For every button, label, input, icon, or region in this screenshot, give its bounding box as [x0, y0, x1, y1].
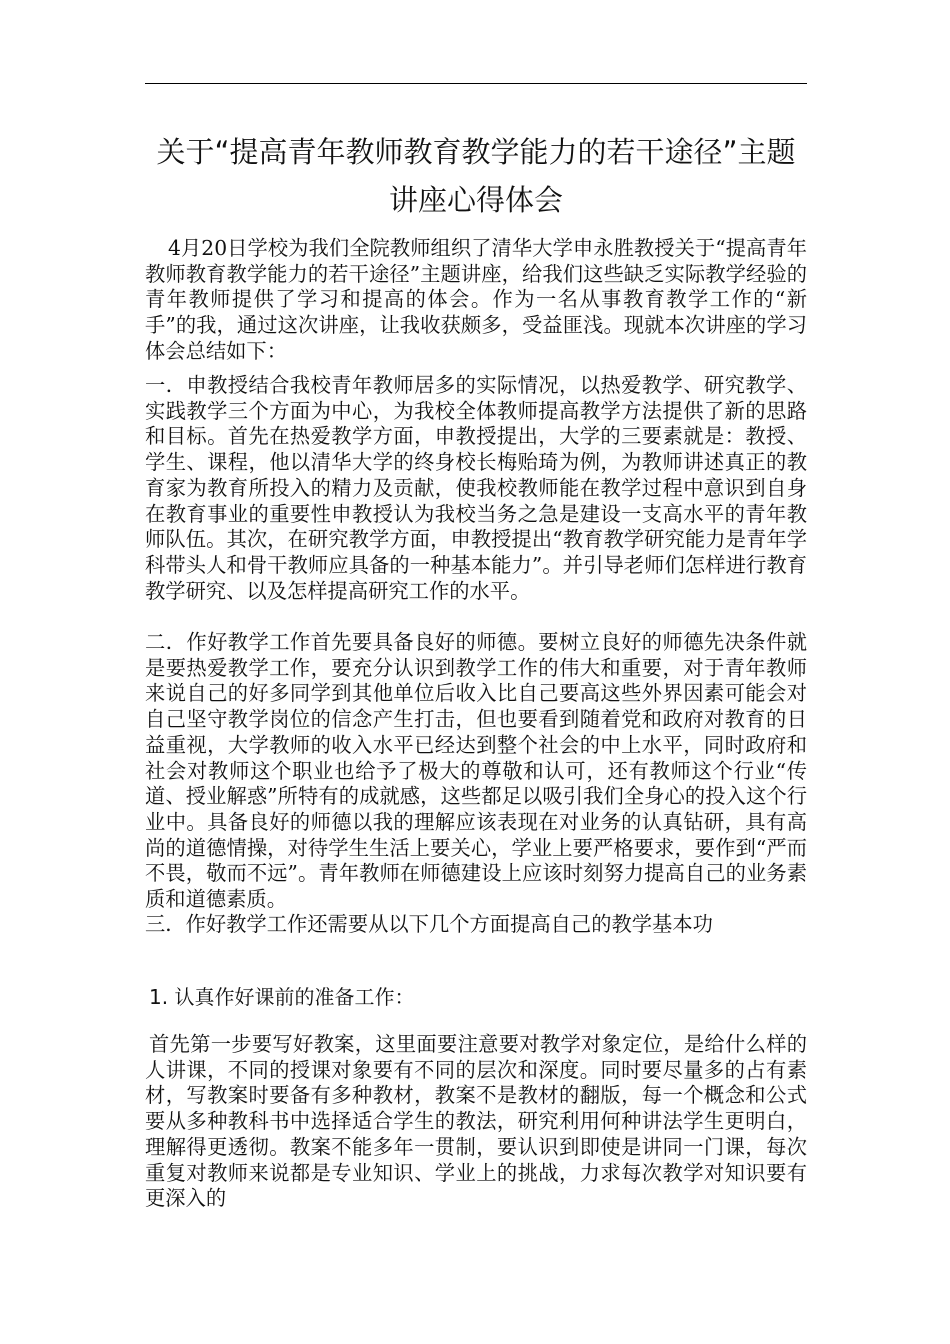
- section-one-paragraph: 一．申教授结合我校青年教师居多的实际情况，以热爱教学、研究教学、实践教学三个方面为中心，为我校全体教师提高教学方法提供了新的思路和目标。首先在热爱教学方面，申教授提出，大学的三要素就是：教授、学生、课程，他以清华大学的终身校长梅贻琦为例，为教师讲述真正的教育家为教育所投入的精力及贡献，使我校教师能在教学过程中意识到自身在教育事业的重要性申教授认为我校当务之急是建设一支高水平的青年教师队伍。其次，在研究教学方面，申教授提出“教育教学研究能力是青年学科带头人和骨干教师应具备的一种基本能力”。并引导老师们怎样进行教育教学研究、以及怎样提高研究工作的水平。: [145, 373, 807, 603]
- section-two-paragraph: 二．作好教学工作首先要具备良好的师德。要树立良好的师德先决条件就是要热爱教学工作，要充分认识到教学工作的伟大和重要，对于青年教师来说自己的好多同学到其他单位后收入比自己要高这些外界因素可能会对自己坚守教学岗位的信念产生打击，但也要看到随着党和政府对教育的日益重视，大学教师的收入水平已经达到整个社会的中上水平，同时政府和社会对教师这个职业也给予了极大的尊敬和认可，还有教师这个行业“传道、授业解惑”所特有的成就感，这些都足以吸引我们全身心的投入这个行业中。具备良好的师德以我的理解应该表现在对业务的认真钻研，具有高尚的道德情操，对待学生生活上要关心，学业上要严格要求，要作到“严而不畏，敬而不远”。青年教师在师德建设上应该时刻努力提高自己的业务素质和道德素质。: [145, 630, 807, 912]
- list-item-1-body: 首先第一步要写好教案，这里面要注意要对教学对象定位，是给什么样的人讲课，不同的授课对象要有不同的层次和深度。同时要尽量多的占有素材，写教案时要备有多种教材，教案不是教材的翻版，每一个概念和公式要从多种教科书中选择适合学生的教法，研究利用何种讲法学生更明白，理解得更透彻。教案不能多年一贯制，要认识到即使是讲同一门课，每次重复对教师来说都是专业知识、学业上的挑战，力求每次教学对知识要有更深入的: [145, 1032, 807, 1211]
- section-three-heading: 三．作好教学工作还需要从以下几个方面提高自己的教学基本功: [145, 912, 713, 936]
- intro-paragraph: 4月20日学校为我们全院教师组织了清华大学申永胜教授关于“提高青年教师教育教学能力的若干途径”主题讲座，给我们这些缺乏实际教学经验的青年教师提供了学习和提高的体会。作为一名从事教育教学工作的“新手”的我，通过这次讲座，让我收获颇多，受益匪浅。现就本次讲座的学习体会总结如下：: [145, 236, 807, 363]
- document-title-line-2: 讲座心得体会: [388, 183, 563, 217]
- list-item-1-heading: 1. 认真作好课前的准备工作：: [149, 985, 415, 1009]
- document-title-line-1: 关于“提高青年教师教育教学能力的若干途径”主题: [156, 135, 796, 169]
- header-rule: [145, 83, 807, 84]
